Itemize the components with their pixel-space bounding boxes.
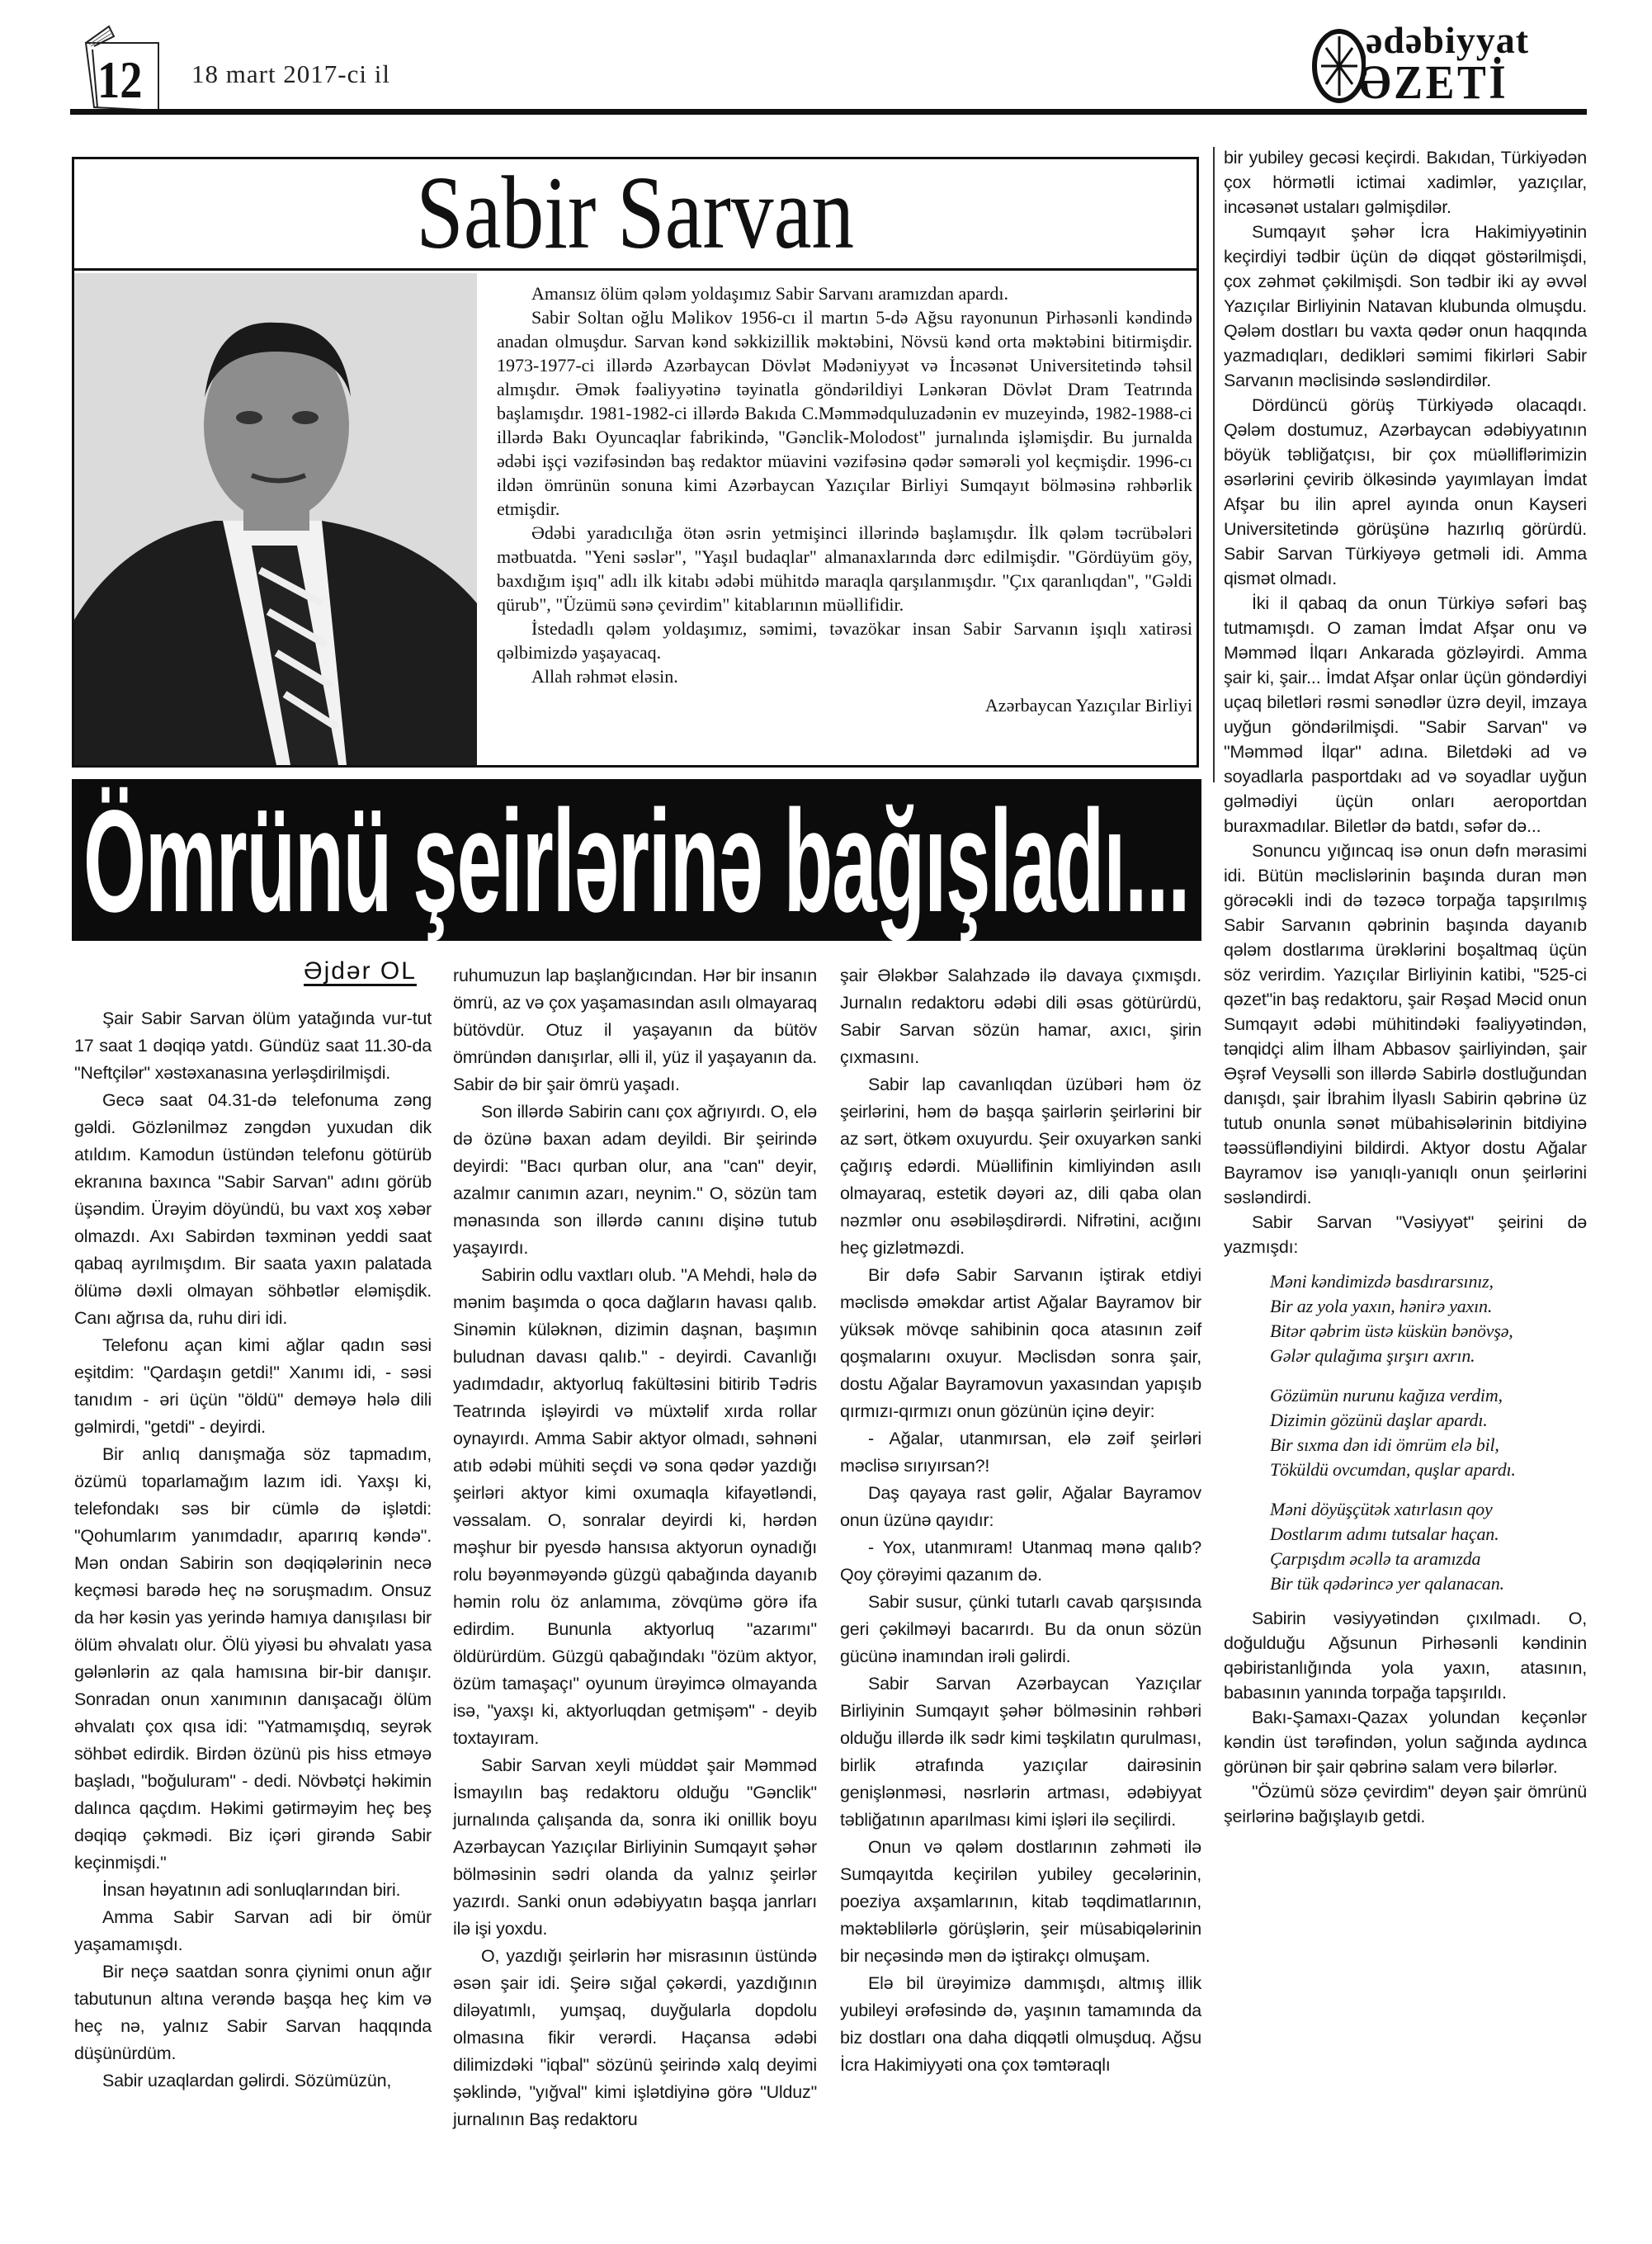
emblem-icon [1308, 26, 1366, 105]
article-paragraph: Bir dəfə Sabir Sarvanın iştirak etdiyi məclisdə əməkdar artist Ağalar Bayramov bir yüksək mövqe sahibinin qoca atasının zəif qoşmalarını oxuyur. Məclisdən sonra şair, dostu Ağalar Bayramovun yaxasından yapışıb qırmızı-qırmızı onun gözünün içinə deyir: [840, 1265, 1201, 1421]
article-paragraph: bir yubiley gecəsi keçirdi. Bakıdan, Türkiyədən çox hörmətli ictimai xadimlər, yazıçılar, incəsənət ustaları gəlmişdilər. [1224, 148, 1587, 217]
article-paragraph: İki il qabaq da onun Türkiyə səfəri baş tutmamışdı. O zaman İmdat Afşar onu və Məmməd İlqarı Ankarada gözləyirdi. Amma şair ki, şair... İmdat Afşar onlar üçün göndərdiyi uçaq biletləri rəsmi sənədlər üzrə deyil, imzaya uyğun göndərilmişdi. "Sabir Sarvan" və "Məmməd İlqar" adına. Biletdəki ad və soyadlarla pasportdakı ad və soyadlar uyğun gəlmədiyi üçün onları aeroportdan buraxmadılar. Biletlər də batdı, səfər də... [1224, 593, 1587, 836]
article-paragraph: Sabir Sarvan xeyli müddət şair Məmməd İsmayılın baş redaktoru olduğu "Gənclik" jurnalında çalışanda da, sonra iki onillik boyu Azərbaycan Yazıçılar Birliyinin Sumqayıt şəhər bölməsinin sədri olanda da yalnız şeirlər yazırdı. Sanki onun ədəbiyyatın başqa janrları ilə işi yoxdu. [453, 1755, 817, 1939]
portrait-photo [74, 273, 477, 765]
article-paragraph: Telefonu açan kimi ağlar qadın səsi eşitdim: "Qardaşın getdi!" Xanımı idi, - səsi tanıdım - əri üçün "öldü" deməyə hələ dili gəlmirdi, "getdi" - deyirdi. [74, 1335, 432, 1437]
article-paragraph: Son illərdə Sabirin canı çox ağrıyırdı. O, elə də özünə baxan adam deyildi. Bir şeirində deyirdi: "Bacı qurban olur, ana "can" deyir, azalmır canımın azarı, neynim." O, sözün tam mənasında son illərdə canını dişinə tutub yaşayırdı. [453, 1102, 817, 1258]
article-column-4 [1224, 145, 1587, 1829]
article-paragraph: Amma Sabir Sarvan adi bir ömür yaşamamışdı. [74, 1907, 432, 1954]
article-paragraph: Bir anlıq danışmağa söz tapmadım, özümü toparlamağım lazım idi. Yaxşı ki, telefondakı səs bir cümlə də işlətdi: "Qohumlarım yanımdadır, aparırıq kəndə". Mən ondan Sabirin son dəqiqələrinin necə keçməsi barədə heç nə soruşmadım. Onsuz da hər kəsin yas yerində hamıya danışılası bir ölüm əhvalatı olur. Ölü yiyəsi bu əhvalatı yasa gələnlərin az qala hamısına bir-bir danışır. Sonradan onun xanımının danışacağı ölüm əhvalatı çox qısa idi: "Yatmamışdıq, seyrək söhbət edirdik. Birdən özünü pis hiss etməyə başladı, "boğuluram" - dedi. Növbətçi həkimin dalınca qaçdım. Həkimi gətirməyim heç beş dəqiqə çəkmədi. Biz içəri girəndə Sabir keçinmişdi." [74, 1444, 432, 1873]
article-paragraph: Onun və qələm dostlarının zəhməti ilə Sumqayıtda keçirilən yubiley gecələrinin, poeziya axşamlarının, kitab təqdimatlarının, məktəblilərlə görüşlərin, şeir müsabiqələrinin bir neçəsində mən də iştirakçı olmuşam. [840, 1837, 1201, 1966]
poem-line: Gözümün nurunu kağıza verdim, [1270, 1385, 1503, 1405]
article-paragraph: İnsan həyatının adi sonluqlarından biri. [102, 1880, 401, 1900]
poem-line: Bir sıxma dən idi ömrüm elə bil, [1270, 1434, 1499, 1455]
newspaper-logo [1308, 19, 1555, 109]
article-byline: Əjdər OL [304, 957, 417, 985]
article-column-1 [74, 1005, 432, 2095]
poem-line: Bir tük qədərincə yer qalanacan. [1270, 1573, 1504, 1594]
article-paragraph: Sabir susur, çünki tutarlı cavab qarşısında geri çəkilməyi bacarırdı. Bu da onun sözün gücünə inamından irəli gəlirdi. [840, 1592, 1201, 1666]
obituary-signature: Azərbaycan Yazıçılar Birliyi [984, 695, 1192, 716]
column-divider [1213, 147, 1215, 782]
poem-line: Gələr qulağıma şırşırı axrın. [1270, 1345, 1475, 1366]
logo-line-1: ədəbiyyat [1366, 19, 1530, 61]
obituary-paragraph: Sabir Soltan oğlu Məlikov 1956-cı il martın 5-də Ağsu rayonunun Pirhəsənli kəndində anadan olmuşdur. Sarvan kənd səkkizillik məktəbini, Növsü kənd orta məktəbini bitirmişdir. 1973-1977-ci illərdə Azərbaycan Dövlət Mədəniyyət və İncəsənət Universitetində təhsil almışdır. Əmək fəaliyyətinə təyinatla göndərildiyi Lənkəran Dövlət Dram Teatrında başlamışdır. 1981-1982-ci illərdə Bakıda C.Məmmədquluzadənin ev muzeyində, 1982-1988-ci illərdə Bakı Oyuncaqlar fabrikində, "Gənclik-Molodost" jurnalında işləmişdir. Bu jurnalda ədəbi işçi vəzifəsindən baş redaktor müavini vəzifəsinə qədər səmərəli yol keçmişdir. 1996-cı ildən ömrünün sonuna kimi Azərbaycan Yazıçılar Birliyi Sumqayıt bölməsinə rəhbərlik etmişdir. [497, 307, 1192, 519]
article-paragraph: Sabirin odlu vaxtları olub. "A Mehdi, hələ də mənim başımda o qoca dağların havası qalıb. Sinəmin küləknən, dizimin daşnan, başımın buludnan davası qalıb." - deyirdi. Cavanlığı yadımdadır, aktyorluq fakültəsini bitirib Tədris Teatrında işləyirdi və müxtəlif xırda rollar oynayırdı. Amma Sabir aktyor olmadı, səhnəni atıb ədəbi mühiti seçdi və sona qədər yazdığı şeirləri aktyor kimi oxumaqla kifayətləndi, vəssalam. O, sonralar deyirdi ki, hərdən məşhur bir pyesdə hansısa aktyorun oynadığı rolu bəyənməyəndə güzgü qabağında dayanıb həmin rolu öz anlamıma, zövqümə görə ifa edirdim. Bununla aktyorluq "azarımı" öldürürdüm. Güzgü qabağındakı "özüm aktyor, özüm tamaşaçı" oyunum ürəyimcə olmayanda isə, "yaxşı ki, aktyorluqdan getmişəm" - deyib toxtayıram. [453, 1265, 817, 1748]
article-paragraph: Dördüncü görüş Türkiyədə olacaqdı. Qələm dostumuz, Azərbaycan ədəbiyyatının böyük təbliğatçısı, bir çox müəlliflərimizin əsərlərini çevirib ölkəsində yayımlayan İmdat Afşar bu ilin aprel ayında onun Kayseri Universitetində görüşünə hazırlıq görürdü. Sabir Sarvan Türkiyəyə getməli idi. Amma qismət olmadı. [1224, 395, 1587, 588]
obituary-title-box [74, 156, 1197, 271]
logo-line-2: ƏZETİ [1359, 55, 1509, 109]
header-rule [70, 109, 1587, 115]
poem-line: Bir az yola yaxın, hənirə yaxın. [1270, 1296, 1493, 1316]
article-paragraph: Sabir Sarvan "Vəsiyyət" şeirini də yazmışdı: [1224, 1212, 1587, 1257]
article-paragraph: O, yazdığı şeirlərin hər misrasının üstündə əsən şair idi. Şeirə sığal çəkərdi, yazdığının diləyatımlı, yumşaq, duyğularla dopdolu olmasına fikir verərdi. Haçansa ədəbi dilimizdəki "iqbal" sözünü şeirində xalq deyimi şəklində, "yığval" kimi işlətdiyinə görə "Ulduz" jurnalının Baş redaktoru [453, 1946, 817, 2129]
article-paragraph: Elə bil ürəyimizə dammışdı, altmış illik yubileyi ərəfəsində də, yaşının tamamında da biz dostları ona daha diqqətli olmuşduq. Ağsu İcra Hakimiyyəti ona çox təmtəraqlı [840, 1973, 1201, 2075]
article-paragraph: Sabir lap cavanlıqdan üzübəri həm öz şeirlərini, həm də başqa şairlərin şeirlərini bir az sərt, ötkəm oxuyurdu. Şeir oxuyarkən sanki çağırış edərdi. Müəllifinin kimliyindən asılı olmayaraq, estetik dəyəri az, dili qaba olan nəzmlər onu əsəbiləşdirərdi. Nifrətini, acığını heç gizlətməzdi. [840, 1075, 1201, 1258]
article-paragraph: Sabir uzaqlardan gəlirdi. Sözümüzün, [102, 2071, 392, 2090]
article-column-3 [840, 962, 1201, 2079]
obituary-paragraph: Ədəbi yaradıcılığa ötən əsrin yetmişinci illərində başlamışdır. İlk qələm təcrübələri mətbuatda. "Yeni səslər", "Yaşıl budaqlar" almanaxlarında dərc edilmişdir. "Gördüyüm göy, baxdığım işıq" adlı ilk kitabı ədəbi mühitdə maraqla qarşılanmışdır. "Çıx qaranlıqdan", "Gəldi qürub", "Üzümü sənə çevirdim" kitablarının müəllifidir. [497, 522, 1192, 615]
poem-stanza [1270, 1269, 1587, 1368]
issue-date: 18 mart 2017-ci il [191, 59, 390, 88]
article-paragraph: Sabirin vəsiyyətindən çıxılmadı. O, doğulduğu Ağsunun Pirhəsənli kəndinin qəbiristanlığında yola yaxın, atasının, babasının yanında torpağa tapşırıldı. [1224, 1609, 1587, 1703]
poem-line: Bitər qəbrim üstə küskün bənövşə, [1270, 1320, 1513, 1341]
poem-line: Dizimin gözünü daşlar apardı. [1270, 1410, 1488, 1430]
article-paragraph: - Yox, utanmıram! Utanmaq mənə qalıb? Qoy çörəyimi qazanım də. [840, 1538, 1201, 1585]
article-paragraph: Bakı-Şamaxı-Qazax yolundan keçənlər kəndin üst tərəfindən, yolun sağında aydınca görünən bir şair qəbrinə salam verə bilərlər. [1224, 1708, 1587, 1777]
article-paragraph: ruhumuzun lap başlanğıcından. Hər bir insanın ömrü, az və çox yaşamasından asılı olmayaraq bütövdür. Otuz il yaşayanın da bütöv ömründən danışırlar, əlli il, yüz il yaşayanın da. Sabir də bir şair ömrü yaşadı. [453, 966, 817, 1094]
article-paragraph: Sabir Sarvan Azərbaycan Yazıçılar Birliyinin Sumqayıt şəhər bölməsinin rəhbəri olduğu illərdə ilk sədr kimi təşkilatın qurulması, birlik ətrafında yazıçılar dairəsinin genişlənməsi, nəsrlərin artması, ədəbiyyat təbliğatının aparılması kimi işləri ilə seçilirdi. [840, 1674, 1201, 1830]
article-paragraph: Sumqayıt şəhər İcra Hakimiyyətinin keçirdiyi tədbir üçün də diqqət göstərilmişdi, çox zəhmət çəkilmişdi. Son tədbir iki ay əvvəl Yazıçılar Birliyinin Natavan klubunda olmuşdu. Qələm dostları bu vaxta qədər onun haqqında yazmadıqları, dedikləri səmimi fikirləri Sabir Sarvanın məclisində səsləndirdilər. [1224, 222, 1587, 390]
article-paragraph: şair Ələkbər Salahzadə ilə davaya çıxmışdı. Jurnalın redaktoru ədəbi dili əsas götürürdü, Sabir Sarvan sözün hamar, axıcı, şirin çıxmasını. [840, 966, 1201, 1067]
poem-line: Dostlarım adımı tutsalar haçan. [1270, 1524, 1499, 1544]
obituary-title: Sabir Sarvan [416, 156, 855, 271]
article-paragraph: "Özümü sözə çevirdim" deyən şair ömrünü şeirlərinə bağışlayıb getdi. [1224, 1782, 1587, 1826]
obituary-paragraph: Allah rəhmət eləsin. [531, 666, 678, 687]
obituary-paragraph: İstedadlı qələm yoldaşımız, səmimi, təvazökar insan Sabir Sarvanın işıqlı xatirəsi qəlbimizdə yaşayacaq. [497, 618, 1192, 663]
poem-line: Töküldü ovcumdan, quşlar apardı. [1270, 1459, 1516, 1480]
article-paragraph: Daş qayaya rast gəlir, Ağalar Bayramov onun üzünə qayıdır: [840, 1483, 1201, 1530]
obituary-text [497, 281, 1192, 717]
article-paragraph: Şair Sabir Sarvan ölüm yatağında vur-tut 17 saat 1 dəqiqə yatdı. Gündüz saat 11.30-da "Neftçilər" xəstəxanasına yerləşdirilmişdi. [74, 1009, 432, 1083]
page-number-badge [76, 25, 175, 116]
article-paragraph: - Ağalar, utanmırsan, elə zəif şeirləri məclisə sırıyırsan?! [840, 1429, 1201, 1476]
obituary-box [72, 157, 1199, 768]
headline-banner [72, 779, 1201, 941]
poem-line: Məni kəndimizdə basdırarsınız, [1270, 1271, 1494, 1292]
article-column-2 [453, 962, 817, 2133]
article-headline: Ömrünü şeirlərinə bağışladı... [83, 781, 1190, 941]
poem-line: Məni döyüşçütək xatırlasın qoy [1270, 1499, 1493, 1519]
poem-stanza [1270, 1383, 1587, 1482]
poem-line: Çarpışdım əcəllə ta aramızda [1270, 1548, 1481, 1569]
poem-stanza [1270, 1497, 1587, 1596]
obituary-paragraph: Amansız ölüm qələm yoldaşımız Sabir Sarvanı aramızdan apardı. [531, 283, 1008, 304]
article-paragraph: Sonuncu yığıncaq isə onun dəfn mərasimi idi. Bütün məclislərinin başında duran mən görəcəkli indi də təzəcə torpağa tapşırılmış Sabir Sarvanın qəbrinin başında dayanıb qələm dostlarıma ürəklərini boşaltmaq üçün söz verirdim. Yazıçılar Birliyinin katibi, "525-ci qəzet"in baş redaktoru, şair Rəşad Məcid onun Sumqayıt ədəbi mühitindəki fəaliyyətindən, tənqidçi alim İlham Abbasov şairliyindən, şair Əşrəf Veysəlli son illərdə Sabirlə dostluğundan danışdı, şair İbrahim İlyaslı Sabirin qəbrinə üz tutub onunla sənət mübahisələrinin bitdiyinə təəssüfləndiyini bildirdi. Aktyor dostu Ağalar Bayramov isə yanıqlı-yanıqlı onun şeirlərini səsləndirdi. [1224, 841, 1587, 1207]
article-paragraph: Gecə saat 04.31-də telefonuma zəng gəldi. Gözlənilməz zəngdən yuxudan dik atıldım. Kamodun üstündən telefonu götürüb ekranına baxınca "Sabir Sarvan" adını görüb üşəndim. Ürəyim döyündü, bu vaxt xoş xəbər olmazdı. Axı Sabirdən təxminən yeddi saat qabaq ayrılmışdım. Bir saata yaxın palatada ölümə dəxli olmayan söhbətlər eləmişdik. Canı ağrısa da, ruhu diri idi. [74, 1090, 432, 1328]
article-paragraph: Bir neçə saatdan sonra çiynimi onun ağır tabutunun altına verəndə başqa heç kim və heç nə, yalnız Sabir Sarvan haqqında düşünürdüm. [74, 1962, 432, 2063]
page-number: 12 [97, 50, 143, 109]
poem [1270, 1269, 1587, 1596]
